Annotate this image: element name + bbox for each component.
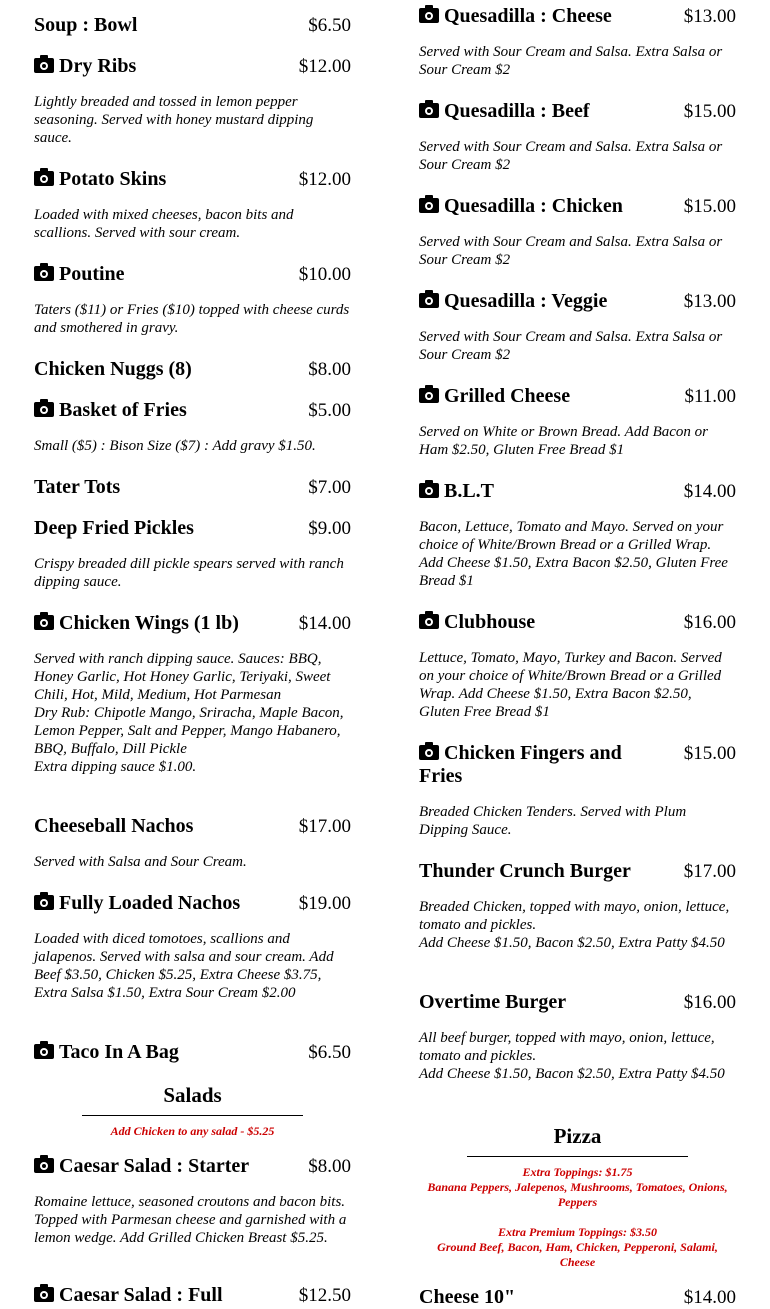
menu-item-description: Bacon, Lettuce, Tomato and Mayo. Served on your choice of White/Brown Bread or a Grilled Wrap. Add Cheese $1.50, Extra Bacon $2.50, Gluten Free Bread $1 [419, 519, 728, 589]
menu-item-label: Fully Loaded Nachos [59, 892, 241, 914]
menu-item-name [34, 612, 239, 635]
camera-icon[interactable] [34, 1287, 54, 1302]
camera-icon[interactable] [419, 483, 439, 498]
menu-item-description: Small ($5) : Bison Size ($7) : Add gravy $1.50. [34, 438, 316, 454]
menu-item [34, 612, 351, 776]
menu-item [419, 5, 736, 79]
menu-item-header [34, 517, 351, 540]
menu-item-header [419, 991, 736, 1014]
menu-item-header [34, 1155, 351, 1178]
divider [467, 1156, 688, 1157]
menu-item-description: Served with Sour Cream and Salsa. Extra Salsa or Sour Cream $2 [419, 329, 723, 363]
menu-item-description: Loaded with diced tomotoes, scallions and jalapenos. Served with salsa and sour cream. Add Beef $3.50, Chicken $5.25, Extra Cheese $3.75, Extra Salsa $1.50, Extra Sour Cream $2.00 [34, 931, 334, 1001]
section-title: Salads [163, 1083, 222, 1107]
menu-item [419, 991, 736, 1083]
menu-item-name [34, 815, 193, 838]
menu-item-name [34, 358, 192, 381]
menu-item-label: Potato Skins [59, 168, 167, 190]
menu-item-label: Cheeseball Nachos [34, 815, 194, 837]
menu-item-price: $16.00 [683, 992, 736, 1013]
camera-icon[interactable] [34, 1158, 54, 1173]
menu-item [419, 100, 736, 174]
menu-item-price: $12.00 [298, 169, 351, 190]
menu-item-description: Taters ($11) or Fries ($10) topped with cheese curds and smothered in gravy. [34, 302, 350, 336]
menu-item-label: Soup : Bowl [34, 14, 138, 36]
menu-item [34, 263, 351, 337]
menu-item-price: $15.00 [683, 743, 736, 764]
section-pizza [419, 1123, 736, 1270]
camera-icon[interactable] [34, 58, 54, 73]
menu-item-name [34, 14, 137, 37]
menu-item-price: $11.00 [684, 386, 736, 407]
menu-item-name [34, 1284, 223, 1307]
camera-icon[interactable] [419, 198, 439, 213]
section-title: Pizza [553, 1124, 602, 1148]
menu-item-label: Dry Ribs [59, 55, 137, 77]
menu-item-header [419, 195, 736, 218]
menu-item-header [419, 290, 736, 313]
menu-item-price: $13.00 [683, 291, 736, 312]
menu-item-price: $5.00 [308, 400, 351, 421]
menu-item [419, 860, 736, 952]
menu-item-name [34, 399, 187, 422]
menu-item [34, 815, 351, 871]
menu-item-description: Breaded Chicken Tenders. Served with Plum Dipping Sauce. [419, 804, 687, 838]
menu-item-header [419, 100, 736, 123]
menu-item-label: Grilled Cheese [444, 385, 571, 407]
menu-item-label: Taco In A Bag [59, 1041, 179, 1063]
menu-item-price: $6.50 [308, 1042, 351, 1063]
menu-item-header [34, 1284, 351, 1307]
menu-item-price: $12.00 [298, 56, 351, 77]
menu-item-label: Quesadilla : Cheese [444, 5, 612, 27]
menu-item-label: Chicken Fingers and Fries [419, 742, 622, 787]
menu-item-name [34, 168, 166, 191]
camera-icon[interactable] [419, 388, 439, 403]
camera-icon[interactable] [34, 615, 54, 630]
menu-item-label: Chicken Nuggs (8) [34, 358, 192, 380]
menu-item-header [34, 815, 351, 838]
menu-item-price: $9.00 [308, 518, 351, 539]
camera-icon[interactable] [419, 103, 439, 118]
camera-icon[interactable] [34, 1044, 54, 1059]
menu-item-name [419, 385, 570, 408]
menu-item-header [419, 611, 736, 634]
menu-item-price: $15.00 [683, 101, 736, 122]
menu-item [419, 385, 736, 459]
menu-item-header [419, 860, 736, 883]
menu-item [34, 476, 351, 499]
menu-item-description: All beef burger, topped with mayo, onion, lettuce, tomato and pickles. Add Cheese $1.50, Bacon $2.50, Extra Patty $4.50 [419, 1030, 725, 1082]
menu-item-label: Poutine [59, 263, 125, 285]
menu-item-description: Loaded with mixed cheeses, bacon bits and scallions. Served with sour cream. [34, 207, 294, 241]
menu-item-label: Cheese 10" [419, 1286, 516, 1308]
menu-item-name [34, 263, 125, 286]
menu-item-description: Served on White or Brown Bread. Add Bacon or Ham $2.50, Gluten Free Bread $1 [419, 424, 708, 458]
menu-item-header [34, 14, 351, 37]
menu-item-header [34, 612, 351, 635]
menu-item-name [419, 290, 607, 313]
menu-item-label: Quesadilla : Veggie [444, 290, 608, 312]
menu-item-label: Deep Fried Pickles [34, 517, 194, 539]
camera-icon[interactable] [34, 266, 54, 281]
menu-item-header [34, 55, 351, 78]
menu-item-header [34, 892, 351, 915]
menu-item-price: $7.00 [308, 477, 351, 498]
menu-item-description: Breaded Chicken, topped with mayo, onion, lettuce, tomato and pickles. Add Cheese $1.50, Bacon $2.50, Extra Patty $4.50 [419, 899, 730, 951]
menu-item-label: Tater Tots [34, 476, 121, 498]
menu-item [419, 742, 736, 839]
menu-item-name [34, 476, 120, 499]
menu-item-header [34, 168, 351, 191]
section-note: Add Chicken to any salad - $5.25 [110, 1124, 275, 1138]
menu-item-label: Thunder Crunch Burger [419, 860, 631, 882]
menu-item-description: Served with Sour Cream and Salsa. Extra Salsa or Sour Cream $2 [419, 139, 723, 173]
menu-item-label: Clubhouse [444, 611, 536, 633]
menu-item-price: $15.00 [683, 196, 736, 217]
menu-item [34, 1155, 351, 1247]
menu-item-name [419, 195, 623, 218]
menu-item-label: Overtime Burger [419, 991, 567, 1013]
menu-item-label: Quesadilla : Chicken [444, 195, 623, 217]
menu-item-label: Caesar Salad : Starter [59, 1155, 250, 1177]
menu-item-description: Lightly breaded and tossed in lemon pepper seasoning. Served with honey mustard dipping sauce. [34, 94, 314, 146]
menu-item-price: $10.00 [298, 264, 351, 285]
menu-item-price: $19.00 [298, 893, 351, 914]
menu-item-name [34, 892, 240, 915]
menu-item-price: $12.50 [298, 1285, 351, 1306]
menu-item-price: $8.00 [308, 359, 351, 380]
menu-item-description: Crispy breaded dill pickle spears served with ranch dipping sauce. [34, 556, 344, 590]
menu-item-price: $8.00 [308, 1156, 351, 1177]
menu-item-header [34, 358, 351, 381]
menu-item-header [34, 1041, 351, 1064]
menu-item-price: $17.00 [683, 861, 736, 882]
menu-item [34, 1041, 351, 1064]
menu-item-description: Served with Sour Cream and Salsa. Extra Salsa or Sour Cream $2 [419, 234, 723, 268]
camera-icon[interactable] [34, 402, 54, 417]
menu-item-header [34, 399, 351, 422]
camera-icon[interactable] [419, 745, 439, 760]
menu-item [34, 399, 351, 455]
menu-item-name [34, 517, 194, 540]
menu-item-price: $13.00 [683, 6, 736, 27]
menu-item-name [419, 611, 535, 634]
menu-item-name [419, 480, 494, 503]
menu-item-description: Served with Sour Cream and Salsa. Extra Salsa or Sour Cream $2 [419, 44, 723, 78]
menu-item [34, 517, 351, 591]
menu-item [419, 611, 736, 721]
divider [82, 1115, 303, 1116]
menu-item-header [419, 5, 736, 28]
menu-item-label: Caesar Salad : Full [59, 1284, 223, 1306]
menu-item-description: Romaine lettuce, seasoned croutons and bacon bits. Topped with Parmesan cheese and garnished with a lemon wedge. Add Grilled Chicken Breast $5.25. [34, 1194, 347, 1246]
menu-item-description: Lettuce, Tomato, Mayo, Turkey and Bacon. Served on your choice of White/Brown Bread or a Grilled Wrap. Add Cheese $1.50, Extra Bacon $2.50, Gluten Free Bread $1 [419, 650, 722, 720]
menu-item [34, 358, 351, 381]
menu-item-name [419, 742, 654, 788]
menu-item [34, 55, 351, 147]
menu-item-name [34, 1155, 249, 1178]
camera-icon[interactable] [34, 171, 54, 186]
menu-item-header [419, 1286, 736, 1309]
section-salads [82, 1082, 303, 1139]
menu-item-price: $17.00 [298, 816, 351, 837]
menu-item-name [34, 1041, 179, 1064]
menu-item-label: Quesadilla : Beef [444, 100, 590, 122]
menu-item-description: Served with ranch dipping sauce. Sauces: BBQ, Honey Garlic, Hot Honey Garlic, Teriyaki, Sweet Chili, Hot, Mild, Medium, Hot Parmesan Dry Rub: Chipotle Mango, Sriracha, Maple Bacon, Lemon Pepper, Salt and Pepper, Mango Habanero, BBQ, Buffalo, Dill Pickle Extra dipping sauce $1.00. [34, 651, 344, 775]
menu-item-price: $16.00 [683, 612, 736, 633]
menu-item-name [419, 860, 631, 883]
menu-item [419, 195, 736, 269]
menu-item-header [419, 385, 736, 408]
menu-item [34, 14, 351, 37]
menu-item-price: $14.00 [298, 613, 351, 634]
menu-item [34, 168, 351, 242]
camera-icon[interactable] [419, 614, 439, 629]
menu-item-name [34, 55, 136, 78]
menu-item-price: $14.00 [683, 1287, 736, 1308]
menu-item-label: Basket of Fries [59, 399, 187, 421]
menu-item [34, 892, 351, 1002]
menu-item-description: Served with Salsa and Sour Cream. [34, 854, 247, 870]
menu-item [419, 290, 736, 364]
menu-item-label: B.L.T [444, 480, 495, 502]
menu-item-header [34, 263, 351, 286]
menu-item-header [419, 480, 736, 503]
menu-item-price: $6.50 [308, 15, 351, 36]
menu-item-name [419, 1286, 515, 1309]
menu-item-label: Chicken Wings (1 lb) [59, 612, 239, 634]
section-note: Extra Toppings: $1.75 Banana Peppers, Jalepenos, Mushrooms, Tomatoes, Onions, Peppers Extra Premium Toppings: $3.50 Ground Beef, Bacon, Ham, Chicken, Pepperoni, Salami, Cheese [427, 1165, 728, 1269]
menu-item-name [419, 5, 612, 28]
menu-item [34, 1284, 351, 1307]
menu-item-name [419, 991, 566, 1014]
menu-item [419, 1286, 736, 1309]
camera-icon[interactable] [419, 293, 439, 308]
camera-icon[interactable] [419, 8, 439, 23]
menu-item [419, 480, 736, 590]
camera-icon[interactable] [34, 895, 54, 910]
menu-item-header [34, 476, 351, 499]
menu-item-name [419, 100, 590, 123]
menu-item-price: $14.00 [683, 481, 736, 502]
menu-item-header [419, 742, 736, 788]
